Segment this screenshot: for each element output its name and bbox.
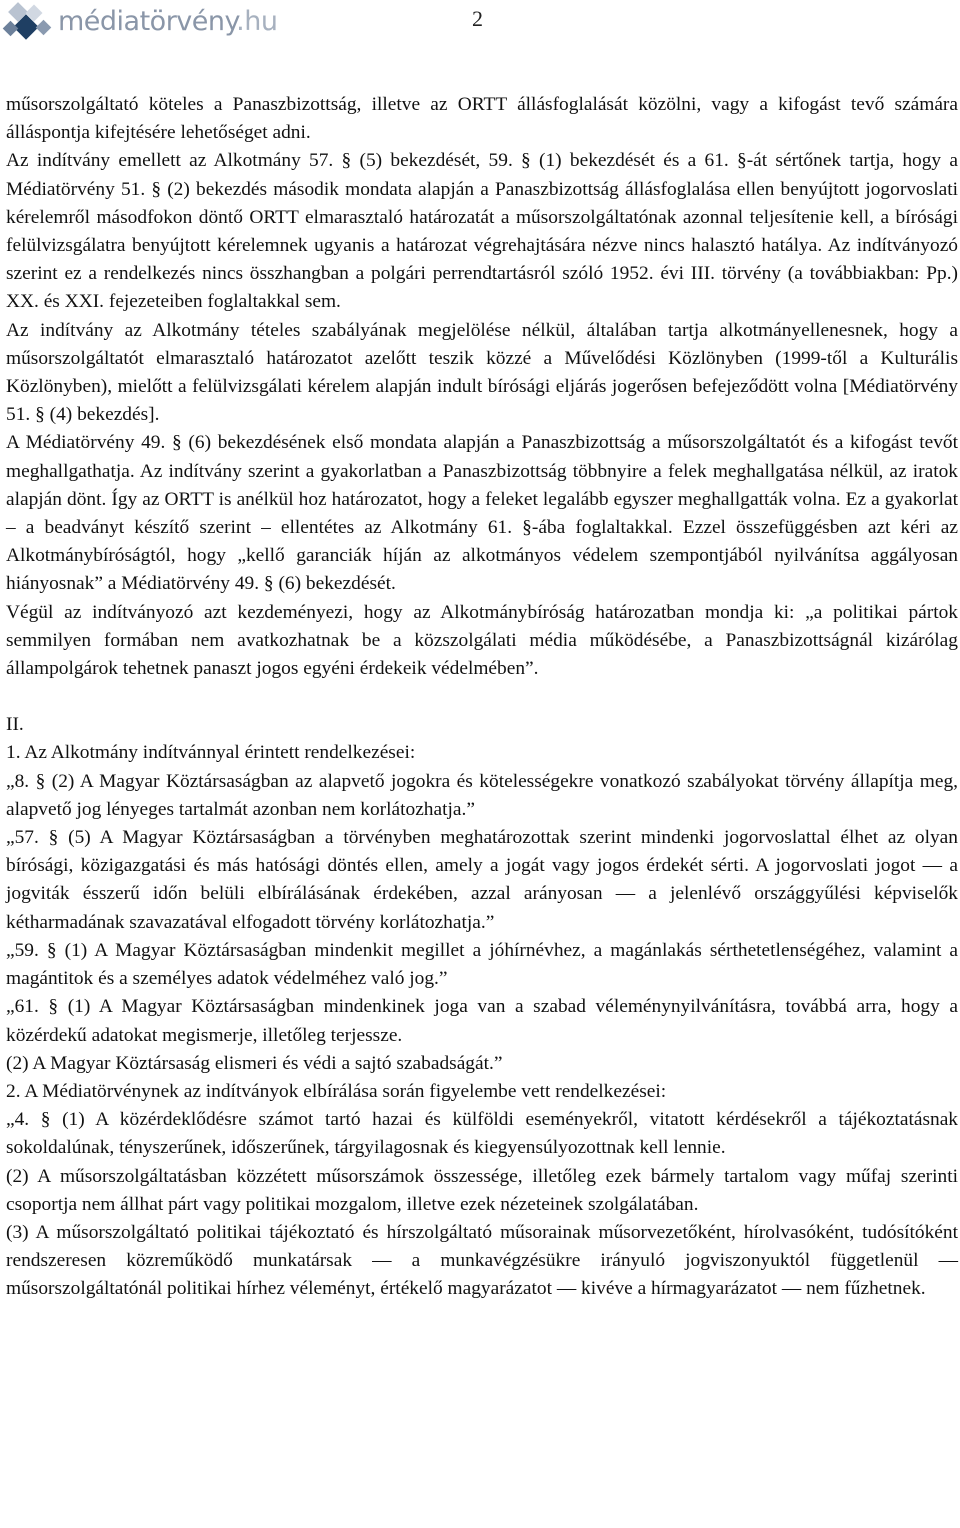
paragraph: (2) A Magyar Köztársaság elismeri és védi a sajtó szabadságát.” [6,1052,503,1074]
paragraph: 2. A Médiatörvénynek az indítványok elbírálása során figyelembe vett rendelkezései: [6,1080,667,1102]
paragraph: Végül az indítványozó azt kezdeményezi, hogy az Alkotmánybíróság határozatban mondja ki: „a politikai pártok semmilyen formában nem avatkozhatnak be a közszolgálati média működésébe, a Panaszbizottságnál kizárólag állampolgárok tehetnek panaszt jogos egyéni érdekeik védelmében”. [6,601,958,680]
paragraph: „61. § (1) A Magyar Köztársaságban mindenkinek joga van a szabad véleménynyilvánításra, továbbá arra, hogy a közérdekű adatokat megismerje, illetőleg terjessze. [6,996,958,1046]
page-header [0,0,960,48]
paragraph: 1. Az Alkotmány indítvánnyal érintett rendelkezései: [6,742,416,764]
paragraph: A Médiatörvény 49. § (6) bekezdésének első mondata alapján a Panaszbizottság a műsorszolgáltatót és a kifogást tevőt meghallgathatja. Az indítvány szerint a gyakorlatban a Panaszbizottság többnyire a felek meghallgatása nélkül, az iratok alapján dönt. Így az ORTT is anélkül hoz határozatot, hogy a feleket legalább egyszer meghallgatták volna. Ez a gyakorlat – a beadványt készítő szerint – ellentétes az Alkotmány 61. §-ába foglaltakkal. Ezzel összefüggésben azt kéri az Alkotmánybíróságtól, hogy „kellő garanciák híján az alkotmányos védelem szempontjából nyilvánítsa aggályosan hiányosnak” a Médiatörvény 49. § (6) bekezdését. [6,432,958,595]
page-number: 2 [472,6,483,31]
document-body [6,91,958,1304]
paragraph: műsorszolgáltató köteles a Panaszbizottság, illetve az ORTT állásfoglalását közölni, vagy a kifogást tevő számára álláspontja kifejtésére lehetőséget adni. [6,94,958,144]
paragraph: „59. § (1) A Magyar Köztársaságban mindenkit megillet a jóhírnévhez, a magánlakás sérthetetlenségéhez, valamint a magántitok és a személyes adatok védelméhez való jog.” [6,939,958,990]
paragraph: „8. § (2) A Magyar Köztársaságban az alapvető jogokra és kötelességekre vonatkozó szabályokat törvény állapítja meg, alapvető jog lényeges tartalmát azonban nem korlátozhatja.” [6,770,958,820]
logo-wordmark [58,2,277,42]
paragraph: Az indítvány emellett az Alkotmány 57. § (5) bekezdését, 59. § (1) bekezdését és a 61. §-át sértőnek tartja, hogy a Médiatörvény 51. § (2) bekezdés második mondata alapján a Panaszbizottság állásfoglalása ellen benyújtott jogorvoslati kérelemről másodfokon döntő ORTT elmarasztaló határozatát a műsorszolgáltatónak azonnal teljesítenie kell, a bírósági felülvizsgálatra benyújtott kérelemnek ugyanis a határozat végrehajtására nézve nincs halasztó hatálya. Az indítványozó szerint ez a rendelkezés nincs összhangban a polgári perrendtartásról szóló 1952. évi III. törvény (a továbbiakban: Pp.) XX. és XXI. fejezeteiben foglaltakkal sem. [6,150,958,313]
logo-text-tld: .hu [236,6,278,37]
site-logo[interactable] [2,2,277,42]
paragraph: „57. § (5) A Magyar Köztársaságban a törvényben meghatározottak szerint mindenki jogorvoslattal élhet az olyan bírósági, közigazgatási és más hatósági döntés ellen, amely a jogát vagy jogos érdekét sérti. A jogorvoslati jogot — a jogviták ésszerű időn belüli elbírálásának érdekében, azzal arányosan — a jelenlévő országgyűlési képviselők kétharmadának szavazatával elfogadott törvény korlátozhatja.” [6,827,958,933]
paragraph: (2) A műsorszolgáltatásban közzétett műsorszámok összessége, illetőleg ezek bármely tartalom vagy műfaj szerinti csoportja nem állhat párt vagy politikai mozgalom, illetve ezek nézeteinek szolgálatában. [6,1165,958,1215]
section-heading: II. [6,714,24,736]
logo-text-main: médiatörvény [58,6,237,37]
paragraph: „4. § (1) A közérdeklődésre számot tartó hazai és külföldi eseményekről, vitatott kérdésekről a tájékoztatásnak sokoldalúnak, tényszerűnek, időszerűnek, tárgyilagosnak és kiegyensúlyozottnak kell lennie. [6,1109,958,1159]
paragraph: (3) A műsorszolgáltató politikai tájékoztató és hírszolgáltató műsorainak műsorvezetőként, hírolvasóként, tudósítóként rendszeresen közreműködő munkatársak — a munkavégzésükre irányuló jogviszonyuktól függetlenül — műsorszolgáltatónál politikai hírhez véleményt, értékelő magyarázatot — kivéve a hírmagyarázatot — nem fűzhetnek. [6,1221,958,1300]
diamond-cluster-icon [2,2,54,42]
paragraph: Az indítvány az Alkotmány tételes szabályának megjelölése nélkül, általában tartja alkotmányellenesnek, hogy a műsorszolgáltatót elmarasztaló határozatot azelőtt teszik közzé a Művelődési Közlönyben (1999-től a Kulturális Közlönyben), mielőtt a felülvizsgálati kérelem alapján indult bírósági eljárás jogerősen befejeződött volna [Médiatörvény 51. § (4) bekezdés]. [6,319,958,426]
